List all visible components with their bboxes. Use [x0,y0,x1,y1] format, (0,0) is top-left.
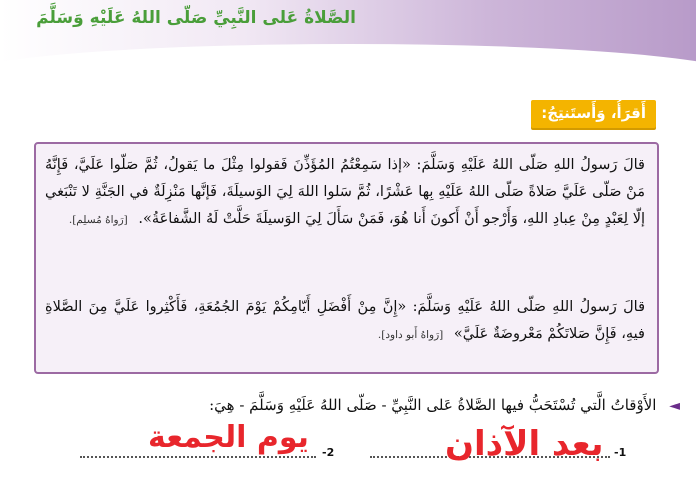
triangle-bullet-icon: ◄ [669,398,680,414]
hadith-1-text: قالَ رَسولُ اللهِ صَلّى اللهُ عَلَيْهِ وَسَلَّمَ: «إذا سَمِعْتُمُ المُؤَذِّنَ فَقولوا مِثْلَ ما يَقولُ، ثُمَّ صَلّوا عَلَيَّ، فَإِنَّهُ مَنْ صَلّى عَلَيَّ صَلاةً صَلّى اللهُ عَلَيْهِ بِها عَشْرًا، ثُمَّ سَلوا اللهَ لِيَ الوَسيلَةَ، فَإنَّها مَنْزِلَةٌ في الجَنَّةِ لا تَنْبَغي إلّا لِعَبْدٍ مِنْ عِبادِ اللهِ، وَأَرْجو أَنْ أَكونَ أَنا هُوَ، فَمَنْ سَأَلَ لِيَ الوَسيلَةَ حَلَّتْ لَهُ الشَّفاعَةُ». [45,157,645,227]
question-text: الأَوْقاتُ الَّتي تُسْتَحَبُّ فيها الصَّلاةُ عَلى النَّبِيِّ - صَلّى اللهُ عَلَيْهِ وَسَلَّمَ - هِيَ: [209,396,657,414]
page-header [0,0,696,78]
answer-number-1: -1 [614,446,627,459]
answers-row [0,420,696,480]
hadith-paragraph-2 [45,294,645,349]
hadith-paragraph-1 [45,152,645,234]
answer-number-2: -2 [322,446,335,459]
read-and-conclude-tag: أَقرَأُ، وَأَستَنتِجُ: [531,100,656,128]
hadith-2-text: قالَ رَسولُ اللهِ صَلّى اللهُ عَلَيْهِ وَسَلَّمَ: «إِنَّ مِنْ أَفْضَلِ أَيّامِكُمْ يَوْمَ الجُمُعَةِ، فَأَكْثِروا عَلَيَّ مِنَ الصَّلاةِ فيهِ، فَإِنَّ صَلاتَكُمْ مَعْروضَةٌ عَلَيَّ» [45,299,645,342]
header-wave-decoration [0,44,696,78]
answer-line-2[interactable] [80,456,316,458]
hadith-box [34,142,659,374]
lesson-title: الصَّلاةُ عَلى النَّبِيِّ صَلّى اللهُ عَلَيْهِ وَسَلَّمَ [36,8,356,28]
hadith-1-reference: [رَواهُ مُسلِم]. [68,214,128,226]
answer-1-handwritten[interactable]: بعد الآذان [445,424,604,464]
answer-2-handwritten[interactable]: يوم الجمعة [148,420,309,455]
hadith-2-reference: [رَواهُ أَبو داود]. [377,329,444,341]
question [40,396,680,414]
